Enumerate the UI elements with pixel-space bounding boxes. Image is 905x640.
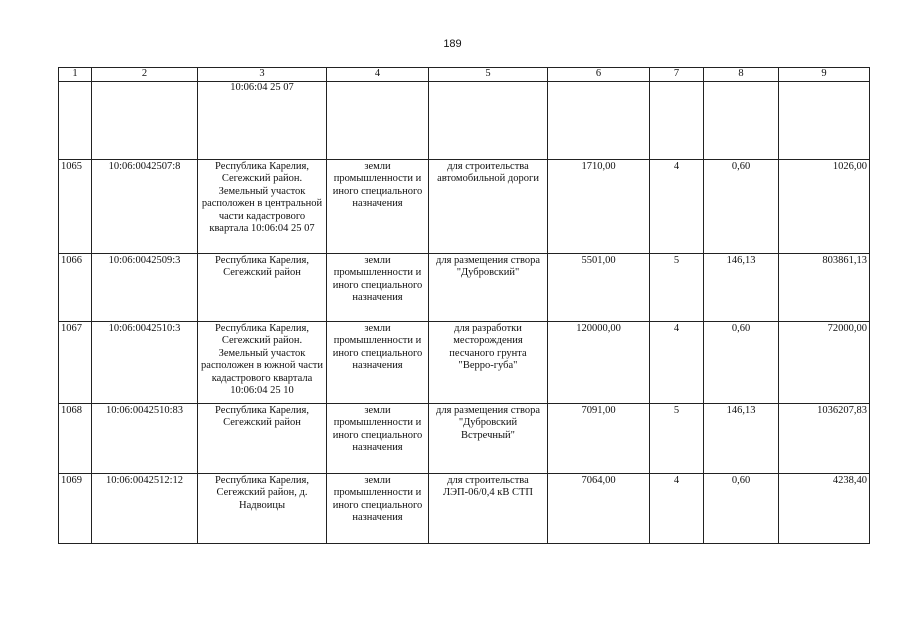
column-8-value: 0,60 (704, 159, 779, 253)
column-header: 7 (650, 68, 704, 82)
column-7-value: 4 (650, 473, 704, 543)
land-category: земли промышленности и иного специального назначения (327, 253, 429, 321)
permitted-use: для строительства автомобильной дороги (429, 159, 548, 253)
cadastral-number: 10:06:0042509:3 (92, 253, 198, 321)
column-header: 2 (92, 68, 198, 82)
cadastral-number: 10:06:0042510:83 (92, 403, 198, 473)
land-category: земли промышленности и иного специального назначения (327, 403, 429, 473)
row-number: 1067 (59, 321, 92, 403)
column-8-value: 146,13 (704, 403, 779, 473)
column-7-value: 4 (650, 321, 704, 403)
permitted-use: для разработки месторождения песчаного грунта "Верро-губа" (429, 321, 548, 403)
cadastral-number: 10:06:0042510:3 (92, 321, 198, 403)
column-header: 8 (704, 68, 779, 82)
permitted-use: для размещения створа "Дубровский" (429, 253, 548, 321)
column-9-value: 1036207,83 (779, 403, 870, 473)
column-header: 1 (59, 68, 92, 82)
column-9-value: 4238,40 (779, 473, 870, 543)
column-7-value (650, 81, 704, 159)
column-header: 9 (779, 68, 870, 82)
land-category (327, 81, 429, 159)
column-8-value: 146,13 (704, 253, 779, 321)
column-header: 6 (548, 68, 650, 82)
row-number: 1068 (59, 403, 92, 473)
column-number-row (59, 68, 870, 82)
location: Республика Карелия, Сегежский район. Земельный участок расположен в южной части кадастрового квартала 10:06:04 25 10 (198, 321, 327, 403)
permitted-use: для размещения створа "Дубровский Встречный" (429, 403, 548, 473)
table-row (59, 473, 870, 543)
location: 10:06:04 25 07 (198, 81, 327, 159)
column-8-value: 0,60 (704, 473, 779, 543)
land-category: земли промышленности и иного специального назначения (327, 159, 429, 253)
row-number: 1065 (59, 159, 92, 253)
row-number: 1066 (59, 253, 92, 321)
column-header: 4 (327, 68, 429, 82)
area: 7091,00 (548, 403, 650, 473)
location: Республика Карелия, Сегежский район, д. Надвоицы (198, 473, 327, 543)
row-number (59, 81, 92, 159)
table-row (59, 159, 870, 253)
area: 5501,00 (548, 253, 650, 321)
cadastral-number: 10:06:0042512:12 (92, 473, 198, 543)
column-8-value: 0,60 (704, 321, 779, 403)
table-row (59, 81, 870, 159)
permitted-use (429, 81, 548, 159)
row-number: 1069 (59, 473, 92, 543)
location: Республика Карелия, Сегежский район (198, 253, 327, 321)
cadastral-number (92, 81, 198, 159)
table-row (59, 253, 870, 321)
location: Республика Карелия, Сегежский район. Земельный участок расположен в центральной части кадастрового квартала 10:06:04 25 07 (198, 159, 327, 253)
permitted-use: для строительства ЛЭП-06/0,4 кВ СТП (429, 473, 548, 543)
column-9-value: 803861,13 (779, 253, 870, 321)
land-category: земли промышленности и иного специального назначения (327, 321, 429, 403)
column-7-value: 5 (650, 253, 704, 321)
area: 120000,00 (548, 321, 650, 403)
page-number: 189 (443, 38, 462, 50)
area: 7064,00 (548, 473, 650, 543)
column-7-value: 4 (650, 159, 704, 253)
land-registry-table (58, 67, 870, 544)
table-row (59, 321, 870, 403)
column-9-value (779, 81, 870, 159)
column-header: 3 (198, 68, 327, 82)
location: Республика Карелия, Сегежский район (198, 403, 327, 473)
table-row (59, 403, 870, 473)
cadastral-number: 10:06:0042507:8 (92, 159, 198, 253)
column-9-value: 72000,00 (779, 321, 870, 403)
area (548, 81, 650, 159)
column-7-value: 5 (650, 403, 704, 473)
table-header (59, 68, 870, 82)
column-9-value: 1026,00 (779, 159, 870, 253)
land-category: земли промышленности и иного специального назначения (327, 473, 429, 543)
column-header: 5 (429, 68, 548, 82)
table-body (59, 81, 870, 543)
column-8-value (704, 81, 779, 159)
area: 1710,00 (548, 159, 650, 253)
